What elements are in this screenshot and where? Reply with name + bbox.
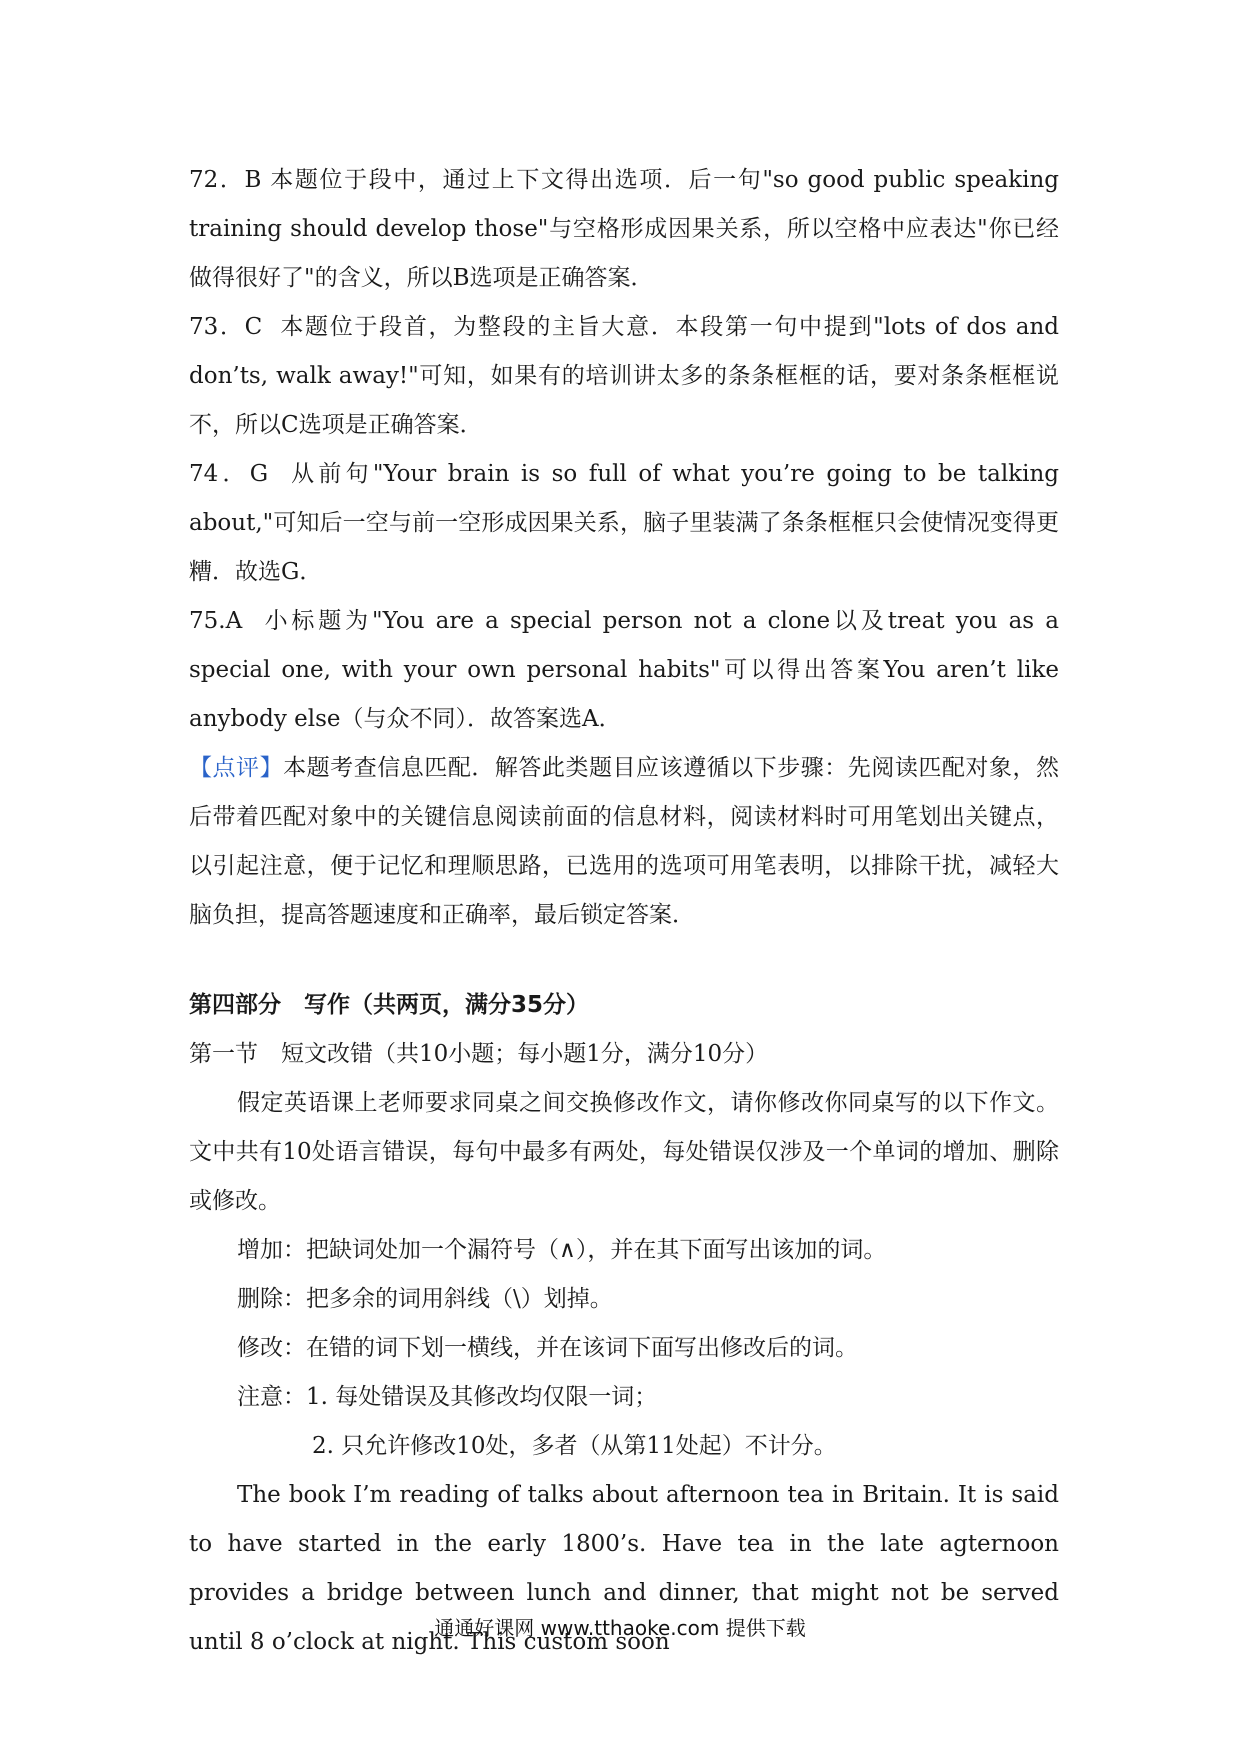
answer-explanation: 本题位于段首，为整段的主旨大意．本段第一句中提到"lots of dos and don’ts, walk away!"可知，如果有的培训讲太多的条条框框的话，要对条条框框说不，所以C选项是正确答案．: [189, 314, 1059, 438]
answer-73: [189, 303, 1059, 450]
comment-paragraph: [189, 744, 1059, 940]
comment-tag: 【点评】: [189, 755, 284, 781]
answer-explanation: 从前句"Your brain is so full of what you’re going to be talking about,"可知后一空与前一空形成因果关系，脑子里装满了条条框框只会使情况变得更糟．故选G．: [189, 461, 1060, 585]
section-subtitle: 第一节 短文改错（共10小题；每小题1分，满分10分）: [189, 1041, 769, 1067]
passage-text: The book I’m reading of talks about afternoon tea in Britain. It is said to have started in the early 1800’s. Have tea in the late agternoon provides a bridge between lunch and dinner, that might not be served until 8 o’clock at night. This custom soon: [189, 1482, 1059, 1655]
rule-add: 增加：把缺词处加一个漏符号（∧），并在其下面写出该加的词。: [237, 1237, 887, 1263]
answer-number: 72．B: [189, 167, 262, 193]
answer-explanation: 小标题为"You are a special person not a clone以及treat you as a special one, with your own personal habits"可以得出答案You aren’t like anybody else（与众不同）．故答案选A．: [189, 608, 1059, 732]
document-page: [189, 156, 1059, 1667]
answer-72: [189, 156, 1059, 303]
note-1: 注意：1. 每处错误及其修改均仅限一词；: [237, 1384, 658, 1410]
rule-modify: 修改：在错的词下划一横线，并在该词下面写出修改后的词。: [237, 1335, 858, 1361]
section-title: 第四部分 写作（共两页，满分35分）: [189, 992, 590, 1018]
answer-number: 75.A: [189, 608, 243, 634]
page-footer: 通通好课网 www.tthaoke.com 提供下载: [434, 1616, 806, 1640]
note-2: 2. 只允许修改10处，多者（从第11处起）不计分。: [312, 1433, 837, 1459]
answer-number: 74．G: [189, 461, 269, 487]
answer-explanation: 本题位于段中，通过上下文得出选项．后一句"so good public speaking training should develop those"与空格形成因果关系，所以空格中应表达"你已经做得很好了"的含义，所以B选项是正确答案．: [189, 167, 1059, 291]
answer-75: [189, 597, 1059, 744]
rule-delete: 删除：把多余的词用斜线（\）划掉。: [237, 1286, 613, 1312]
answer-74: [189, 450, 1059, 597]
section-instructions: 假定英语课上老师要求同桌之间交换修改作文，请你修改你同桌写的以下作文。文中共有10处语言错误，每句中最多有两处，每处错误仅涉及一个单词的增加、删除或修改。: [189, 1090, 1059, 1214]
answer-number: 73．C: [189, 314, 263, 340]
comment-text: 本题考查信息匹配．解答此类题目应该遵循以下步骤：先阅读匹配对象，然后带着匹配对象中的关键信息阅读前面的信息材料，阅读材料时可用笔划出关键点，以引起注意，便于记忆和理顺思路，已选用的选项可用笔表明，以排除干扰，减轻大脑负担，提高答题速度和正确率，最后锁定答案．: [189, 755, 1060, 928]
